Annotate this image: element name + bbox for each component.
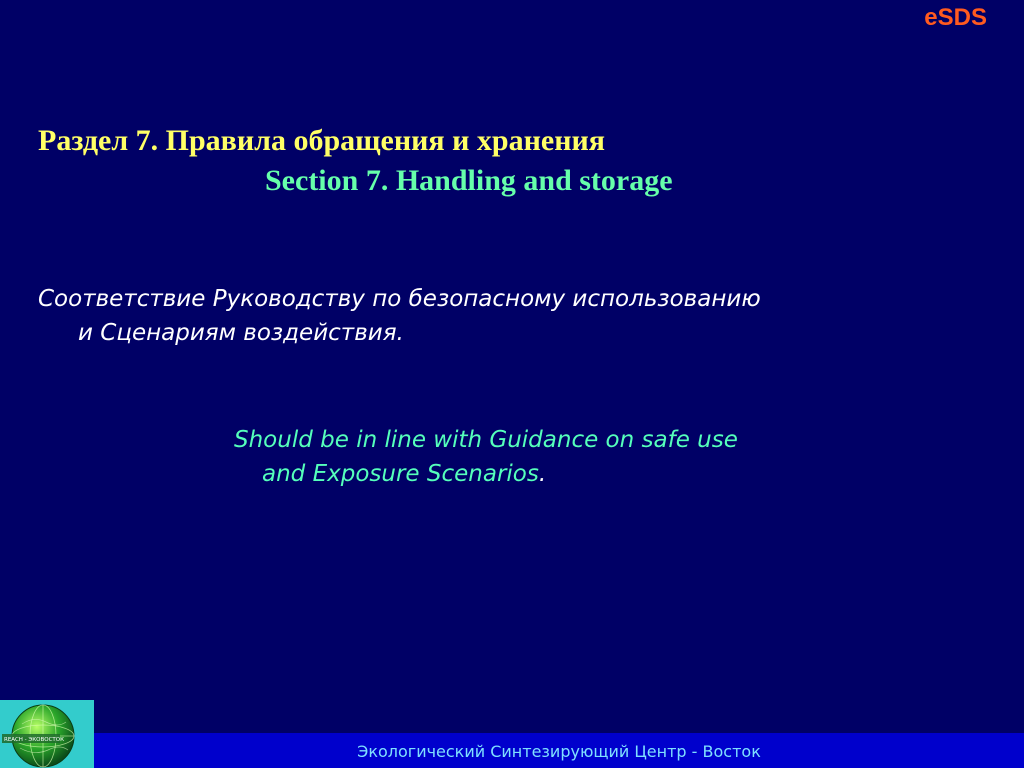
- footer-bar: [94, 733, 1024, 768]
- body-text-ru-line2: и Сценариям воздействия.: [78, 320, 404, 346]
- footer-text: Экологический Синтезирующий Центр - Восток: [357, 742, 761, 761]
- body-text-en-line2-wrap: [234, 457, 934, 491]
- body-text-en-period: .: [538, 461, 547, 487]
- body-text-en-line2: and Exposure Scenarios: [262, 461, 539, 487]
- brand-label: eSDS: [924, 4, 987, 31]
- logo: [0, 700, 94, 768]
- section-title-ru: Раздел 7. Правила обращения и хранения: [38, 124, 605, 157]
- body-text-ru-line1: Соответствие Руководству по безопасному использованию: [38, 286, 761, 312]
- body-text-en-line1: Should be in line with Guidance on safe use: [234, 427, 738, 453]
- logo-caption: REACH - ЭКОВОСТОК: [4, 737, 65, 743]
- body-text-en: [234, 423, 934, 491]
- body-text-ru: [38, 282, 938, 350]
- globe-icon: [0, 700, 94, 768]
- section-title-en: Section 7. Handling and storage: [265, 164, 673, 197]
